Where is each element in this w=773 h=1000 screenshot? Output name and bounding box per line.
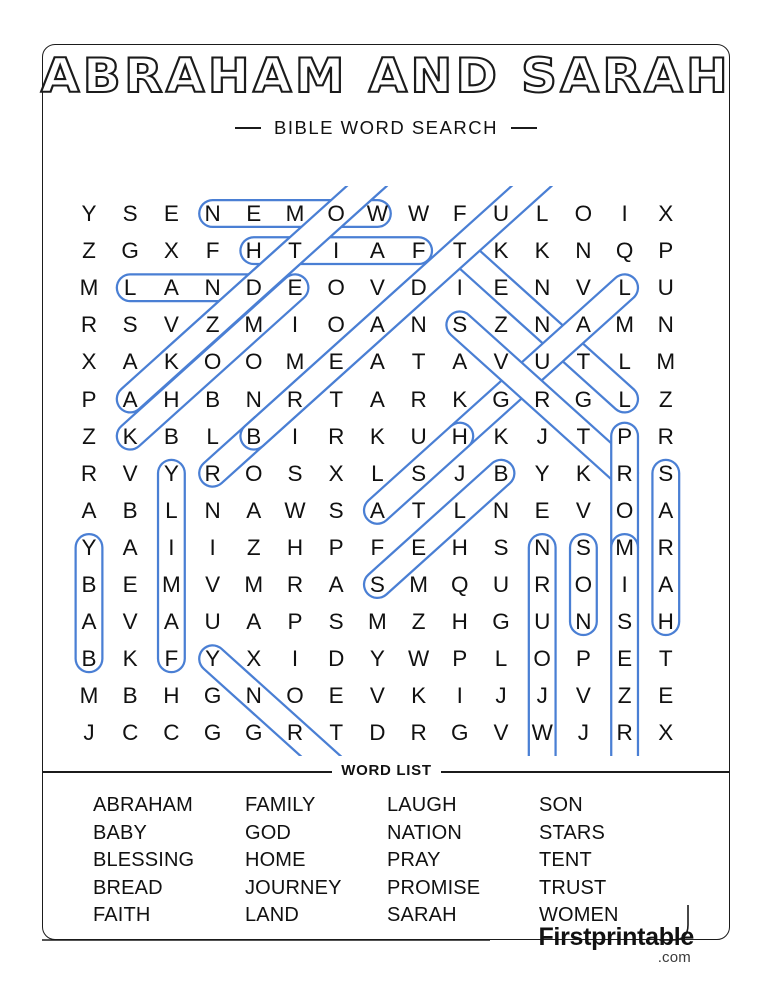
grid-cell[interactable]: Z (411, 609, 426, 635)
grid-cell[interactable]: Z (658, 386, 673, 412)
grid-cell[interactable]: G (492, 609, 510, 635)
grid-cell[interactable]: R (286, 386, 304, 412)
grid-cell[interactable]: P (328, 534, 344, 560)
grid-cell[interactable]: K (122, 646, 138, 672)
grid-cell[interactable]: M (615, 312, 634, 338)
grid-cell[interactable]: W (366, 201, 389, 226)
grid-cell[interactable]: P (81, 386, 97, 412)
grid-cell[interactable]: R (286, 720, 304, 746)
grid-cell[interactable]: N (534, 534, 551, 560)
grid-cell[interactable]: U (204, 609, 221, 635)
grid-cell[interactable]: S (369, 572, 385, 597)
grid-cell[interactable]: L (165, 497, 178, 523)
grid-cell[interactable]: M (79, 683, 99, 709)
grid-cell[interactable]: O (533, 646, 551, 672)
grid-cell[interactable]: K (369, 423, 385, 449)
grid-cell[interactable]: G (574, 386, 593, 412)
grid-cell[interactable]: H (451, 423, 468, 449)
grid-cell[interactable]: L (453, 497, 467, 523)
word-list-item[interactable]: ABRAHAM (93, 794, 193, 816)
grid-cell[interactable]: K (493, 423, 509, 449)
grid-cell[interactable]: R (616, 720, 633, 746)
grid-cell[interactable]: E (163, 201, 179, 226)
grid-cell[interactable]: I (621, 201, 628, 226)
grid-cell[interactable]: N (575, 238, 592, 264)
grid-row (42, 306, 730, 343)
grid-cell[interactable]: A (81, 609, 97, 635)
grid-cell[interactable]: H (163, 386, 180, 412)
grid-cell[interactable]: D (369, 720, 386, 746)
grid-cell[interactable]: I (209, 534, 216, 560)
grid-cell[interactable]: V (493, 720, 509, 746)
grid-cell[interactable]: G (121, 238, 139, 264)
grid-cell[interactable]: B (122, 683, 138, 709)
grid-cell[interactable]: L (123, 275, 137, 301)
grid-row (42, 640, 730, 677)
page-title: ABRAHAM AND SARAH (40, 49, 732, 104)
word-list-item[interactable]: PROMISE (387, 876, 481, 899)
grid-cell[interactable]: O (574, 572, 593, 597)
grid-cell[interactable]: Z (494, 312, 508, 338)
grid-cell[interactable]: A (369, 349, 385, 375)
grid-cell[interactable]: V (163, 312, 179, 338)
grid-row (42, 714, 730, 751)
grid-cell[interactable]: Z (82, 423, 96, 449)
grid-cell[interactable]: J (454, 460, 466, 486)
grid-cell[interactable]: R (534, 572, 551, 597)
grid-cell[interactable]: P (287, 609, 303, 635)
grid-cell[interactable]: E (328, 683, 344, 709)
grid-cell[interactable]: S (122, 312, 138, 338)
grid-cell[interactable]: Z (617, 683, 632, 709)
grid-cell[interactable]: V (122, 460, 138, 486)
grid-cell[interactable]: D (328, 646, 345, 672)
grid-cell[interactable]: A (81, 497, 97, 523)
word-list-heading (0, 762, 773, 780)
grid-cell[interactable]: G (203, 683, 222, 709)
grid-row (42, 677, 730, 714)
grid-cell[interactable]: E (534, 497, 550, 523)
grid-cell[interactable]: E (411, 534, 427, 560)
grid-cell[interactable]: A (452, 349, 468, 375)
grid-cell[interactable]: N (534, 275, 551, 301)
grid-cell[interactable]: M (162, 572, 181, 597)
word-list-item[interactable]: PRAY (387, 849, 441, 871)
grid-cell[interactable]: H (657, 609, 674, 635)
grid-cell[interactable]: M (368, 609, 387, 635)
grid-cell[interactable]: T (329, 720, 344, 746)
grid-cell[interactable]: M (79, 275, 99, 301)
grid-cell[interactable]: O (245, 460, 263, 486)
grid-cell[interactable]: D (245, 275, 262, 301)
grid-cell[interactable]: N (657, 312, 674, 338)
grid-cell[interactable]: G (451, 720, 469, 746)
grid-cell[interactable]: Q (615, 238, 634, 264)
grid-cell[interactable]: I (333, 238, 340, 264)
grid-cell[interactable]: I (291, 423, 299, 449)
grid-cell[interactable]: M (285, 349, 305, 375)
word-list-item[interactable]: SARAH (387, 904, 457, 926)
grid-cell[interactable]: U (534, 609, 551, 635)
grid-cell[interactable]: P (617, 423, 633, 449)
grid-cell[interactable]: B (246, 423, 262, 449)
grid-cell[interactable]: O (203, 349, 222, 375)
grid-cell[interactable]: S (122, 201, 138, 226)
grid-cell[interactable]: E (287, 275, 303, 301)
grid-cell[interactable]: R (328, 423, 345, 449)
grid-cell[interactable]: T (658, 646, 673, 672)
grid-cell[interactable]: E (122, 572, 138, 597)
grid-cell[interactable]: F (370, 534, 385, 560)
grid-cell[interactable]: F (411, 238, 426, 264)
grid-cell[interactable]: L (618, 386, 631, 412)
grid-cell[interactable]: B (163, 423, 179, 449)
grid-cell[interactable]: A (369, 238, 385, 264)
grid-row (42, 195, 730, 232)
grid-cell[interactable]: Y (534, 460, 550, 486)
grid-cell[interactable]: L (618, 349, 631, 375)
grid-cell[interactable]: D (410, 275, 427, 301)
word-list-item[interactable]: GOD (245, 821, 292, 844)
grid-cell[interactable]: S (452, 312, 468, 338)
grid-cell[interactable]: C (122, 720, 139, 746)
grid-cell[interactable]: C (163, 720, 180, 746)
word-list-item[interactable]: LAND (245, 904, 299, 926)
grid-cell[interactable]: I (456, 683, 463, 709)
word-list-item[interactable]: HOME (245, 849, 306, 871)
grid-cell[interactable]: N (204, 497, 221, 523)
grid-cell[interactable]: R (410, 386, 427, 412)
grid-cell[interactable]: X (658, 201, 674, 226)
subtitle-dash-left (235, 127, 261, 129)
grid-cell[interactable]: L (371, 460, 384, 486)
grid-cell[interactable]: J (536, 423, 548, 449)
grid-row (42, 455, 730, 492)
grid-cell[interactable]: O (615, 497, 634, 523)
grid-cell[interactable]: Y (369, 646, 385, 672)
grid-cell[interactable]: H (286, 534, 304, 560)
grid-cell[interactable]: L (618, 275, 631, 301)
grid-cell[interactable]: R (657, 534, 674, 560)
grid-cell[interactable]: E (328, 349, 344, 375)
grid-cell[interactable]: K (452, 386, 468, 412)
grid-cell[interactable]: A (658, 497, 674, 523)
grid-cell[interactable]: B (81, 646, 97, 672)
word-list-item[interactable]: FAMILY (245, 794, 316, 816)
word-list-item[interactable]: TENT (539, 849, 592, 871)
grid-row (42, 566, 730, 603)
grid-cell[interactable]: A (246, 497, 262, 523)
grid-row (42, 269, 730, 306)
grid-cell[interactable]: A (658, 572, 674, 597)
grid-cell[interactable]: A (163, 275, 179, 301)
grid-cell[interactable]: J (83, 720, 95, 746)
grid-cell[interactable]: F (205, 238, 220, 264)
grid-cell[interactable]: A (369, 497, 385, 523)
grid-cell[interactable]: A (246, 609, 262, 635)
grid-cell[interactable]: R (80, 312, 98, 338)
grid-cell[interactable]: H (163, 683, 180, 709)
grid-cell[interactable]: U (657, 275, 674, 301)
grid-cell[interactable]: N (575, 609, 592, 635)
grid-cell[interactable]: Y (81, 534, 97, 560)
grid-cell[interactable]: M (615, 534, 634, 560)
grid-cell[interactable]: V (575, 683, 591, 709)
grid-cell[interactable]: F (452, 201, 467, 226)
grid-cell[interactable]: O (574, 201, 593, 226)
grid-cell[interactable]: L (535, 201, 549, 226)
grid-cell[interactable]: G (245, 720, 263, 746)
grid-cell[interactable]: N (204, 275, 221, 301)
grid-row (42, 381, 730, 418)
grid-cell[interactable]: I (168, 534, 175, 560)
word-list-item[interactable]: NATION (387, 821, 462, 844)
grid-cell[interactable]: U (492, 572, 510, 597)
grid-cell[interactable]: V (493, 349, 509, 375)
grid-cell[interactable]: M (285, 201, 305, 226)
grid-cell[interactable]: E (493, 275, 509, 301)
grid-cell[interactable]: T (288, 238, 302, 264)
grid-cell[interactable]: Q (451, 572, 469, 597)
grid-cell[interactable]: Z (205, 312, 220, 338)
grid-cell[interactable]: U (410, 423, 427, 449)
brand-name: Firstprintable (538, 923, 694, 951)
grid-cell[interactable]: L (494, 646, 508, 672)
grid-cell[interactable]: W (407, 201, 430, 226)
grid-cell[interactable]: R (657, 423, 674, 449)
grid-cell[interactable]: V (122, 609, 138, 635)
grid-cell[interactable]: W (407, 646, 430, 672)
word-list-item[interactable]: BABY (93, 821, 147, 844)
grid-cell[interactable]: V (205, 572, 221, 597)
footer (0, 905, 773, 980)
grid-cell[interactable]: W (531, 720, 553, 746)
grid-row (42, 343, 730, 380)
grid-cell[interactable]: O (245, 349, 263, 375)
grid-cell[interactable]: K (493, 238, 509, 264)
grid-cell[interactable]: T (576, 423, 591, 449)
grid-cell[interactable]: N (204, 201, 221, 226)
grid-cell[interactable]: K (163, 349, 179, 375)
grid-cell[interactable]: O (327, 275, 345, 301)
grid-cell[interactable]: V (575, 275, 591, 301)
grid-cell[interactable]: M (409, 572, 428, 597)
grid-cell[interactable]: H (245, 238, 262, 264)
grid-row (42, 418, 730, 455)
grid-cell[interactable]: Y (163, 460, 179, 486)
grid-cell[interactable]: V (369, 275, 385, 301)
grid-cell[interactable]: I (291, 646, 299, 672)
grid-letter-layer (42, 186, 730, 756)
grid-cell[interactable]: T (411, 349, 426, 375)
word-list-item[interactable]: TRUST (539, 876, 607, 899)
grid-cell[interactable]: E (617, 646, 633, 672)
word-list-item[interactable]: JOURNEY (245, 876, 342, 899)
grid-cell[interactable]: A (122, 386, 138, 412)
word-list-item[interactable]: BREAD (93, 876, 163, 899)
grid-cell[interactable]: S (617, 609, 633, 635)
grid-cell[interactable]: A (163, 609, 179, 635)
grid-cell[interactable]: J (536, 683, 548, 709)
grid-row (42, 529, 730, 566)
grid-cell[interactable]: N (245, 386, 262, 412)
word-list-heading-text: WORD LIST (332, 762, 440, 779)
grid-cell[interactable]: A (122, 349, 138, 375)
grid-cell[interactable]: M (656, 349, 676, 375)
grid-cell[interactable]: X (163, 238, 179, 264)
grid-cell[interactable]: N (245, 683, 262, 709)
grid-cell[interactable]: N (492, 497, 510, 523)
grid-cell[interactable]: Z (82, 238, 96, 264)
grid-row (42, 232, 730, 269)
grid-cell[interactable]: B (81, 572, 97, 597)
grid-cell[interactable]: F (164, 646, 179, 672)
grid-cell[interactable]: A (122, 534, 138, 560)
grid-cell[interactable]: H (451, 609, 468, 635)
grid-cell[interactable]: I (291, 312, 299, 338)
grid-cell[interactable]: B (122, 497, 138, 523)
grid-cell[interactable]: J (495, 683, 507, 709)
grid-cell[interactable]: S (411, 460, 427, 486)
word-search-grid[interactable] (42, 186, 730, 756)
grid-cell[interactable]: I (456, 275, 463, 301)
word-list-item[interactable]: LAUGH (387, 794, 457, 816)
grid-cell[interactable]: K (534, 238, 550, 264)
grid-cell[interactable]: K (122, 423, 138, 449)
grid-cell[interactable]: B (493, 460, 509, 486)
grid-row (42, 492, 730, 529)
grid-cell[interactable]: U (492, 201, 510, 226)
grid-cell[interactable]: V (369, 683, 385, 709)
grid-cell[interactable]: X (658, 720, 674, 746)
grid-cell[interactable]: J (577, 720, 590, 746)
grid-cell[interactable]: S (493, 534, 509, 560)
grid-cell[interactable]: O (286, 683, 304, 709)
grid-cell[interactable]: W (284, 497, 306, 523)
subtitle-dash-right (511, 127, 537, 129)
grid-cell[interactable]: R (204, 460, 221, 486)
grid-cell[interactable]: S (575, 534, 591, 560)
grid-cell[interactable]: T (411, 497, 426, 523)
grid-cell[interactable]: X (246, 646, 262, 672)
grid-cell[interactable]: R (410, 720, 427, 746)
grid-cell[interactable]: L (206, 423, 219, 449)
grid-cell[interactable]: X (328, 460, 344, 486)
grid-cell[interactable]: T (452, 238, 467, 264)
grid-cell[interactable]: E (658, 683, 674, 709)
grid-cell[interactable]: R (286, 572, 304, 597)
grid-cell[interactable]: X (81, 349, 97, 375)
grid-cell[interactable]: S (658, 460, 674, 486)
grid-cell[interactable]: K (411, 683, 427, 709)
grid-cell[interactable]: N (410, 312, 427, 338)
word-list-item[interactable]: STARS (539, 821, 605, 844)
grid-row (42, 603, 730, 640)
brand-tld: .com (657, 949, 691, 966)
word-list-item[interactable]: WOMEN (539, 904, 619, 926)
page-subtitle: BIBLE WORD SEARCH (274, 116, 498, 138)
grid-cell[interactable]: A (328, 572, 344, 597)
grid-cell[interactable]: Y (205, 646, 221, 672)
grid-cell[interactable]: B (205, 386, 221, 412)
grid-cell[interactable]: A (575, 312, 591, 338)
grid-cell[interactable]: T (576, 349, 591, 375)
grid-cell[interactable]: O (327, 312, 345, 338)
grid-cell[interactable]: I (621, 572, 628, 597)
grid-cell[interactable]: R (534, 386, 551, 412)
subtitle-row (42, 117, 730, 139)
grid-cell[interactable]: U (534, 349, 551, 375)
grid-cell[interactable]: N (534, 312, 551, 338)
grid-cell[interactable]: R (80, 460, 98, 486)
grid-cell[interactable]: P (575, 646, 591, 672)
grid-cell[interactable]: M (244, 572, 264, 597)
grid-cell[interactable]: T (329, 386, 344, 412)
word-list-item[interactable]: BLESSING (93, 849, 195, 871)
grid-cell[interactable]: S (287, 460, 303, 486)
grid-cell[interactable]: G (492, 386, 510, 412)
grid-cell[interactable]: A (369, 386, 385, 412)
word-list-item[interactable]: SON (539, 794, 583, 816)
grid-cell[interactable]: O (327, 201, 345, 226)
grid-cell[interactable]: R (616, 460, 633, 486)
grid-cell[interactable]: E (246, 201, 262, 226)
grid-cell[interactable]: H (451, 534, 468, 560)
grid-cell[interactable]: S (328, 609, 344, 635)
word-list-item[interactable]: FAITH (93, 904, 151, 926)
grid-cell[interactable]: V (575, 497, 591, 523)
grid-cell[interactable]: K (575, 460, 591, 486)
grid-cell[interactable]: P (452, 646, 468, 672)
grid-cell[interactable]: G (203, 720, 222, 746)
grid-cell[interactable]: Y (81, 201, 97, 226)
grid-cell[interactable]: A (369, 312, 385, 338)
grid-cell[interactable]: P (658, 238, 674, 264)
title-block (40, 49, 732, 139)
grid-cell[interactable]: M (244, 312, 264, 338)
grid-cell[interactable]: Z (246, 534, 261, 560)
grid-cell[interactable]: S (328, 497, 344, 523)
